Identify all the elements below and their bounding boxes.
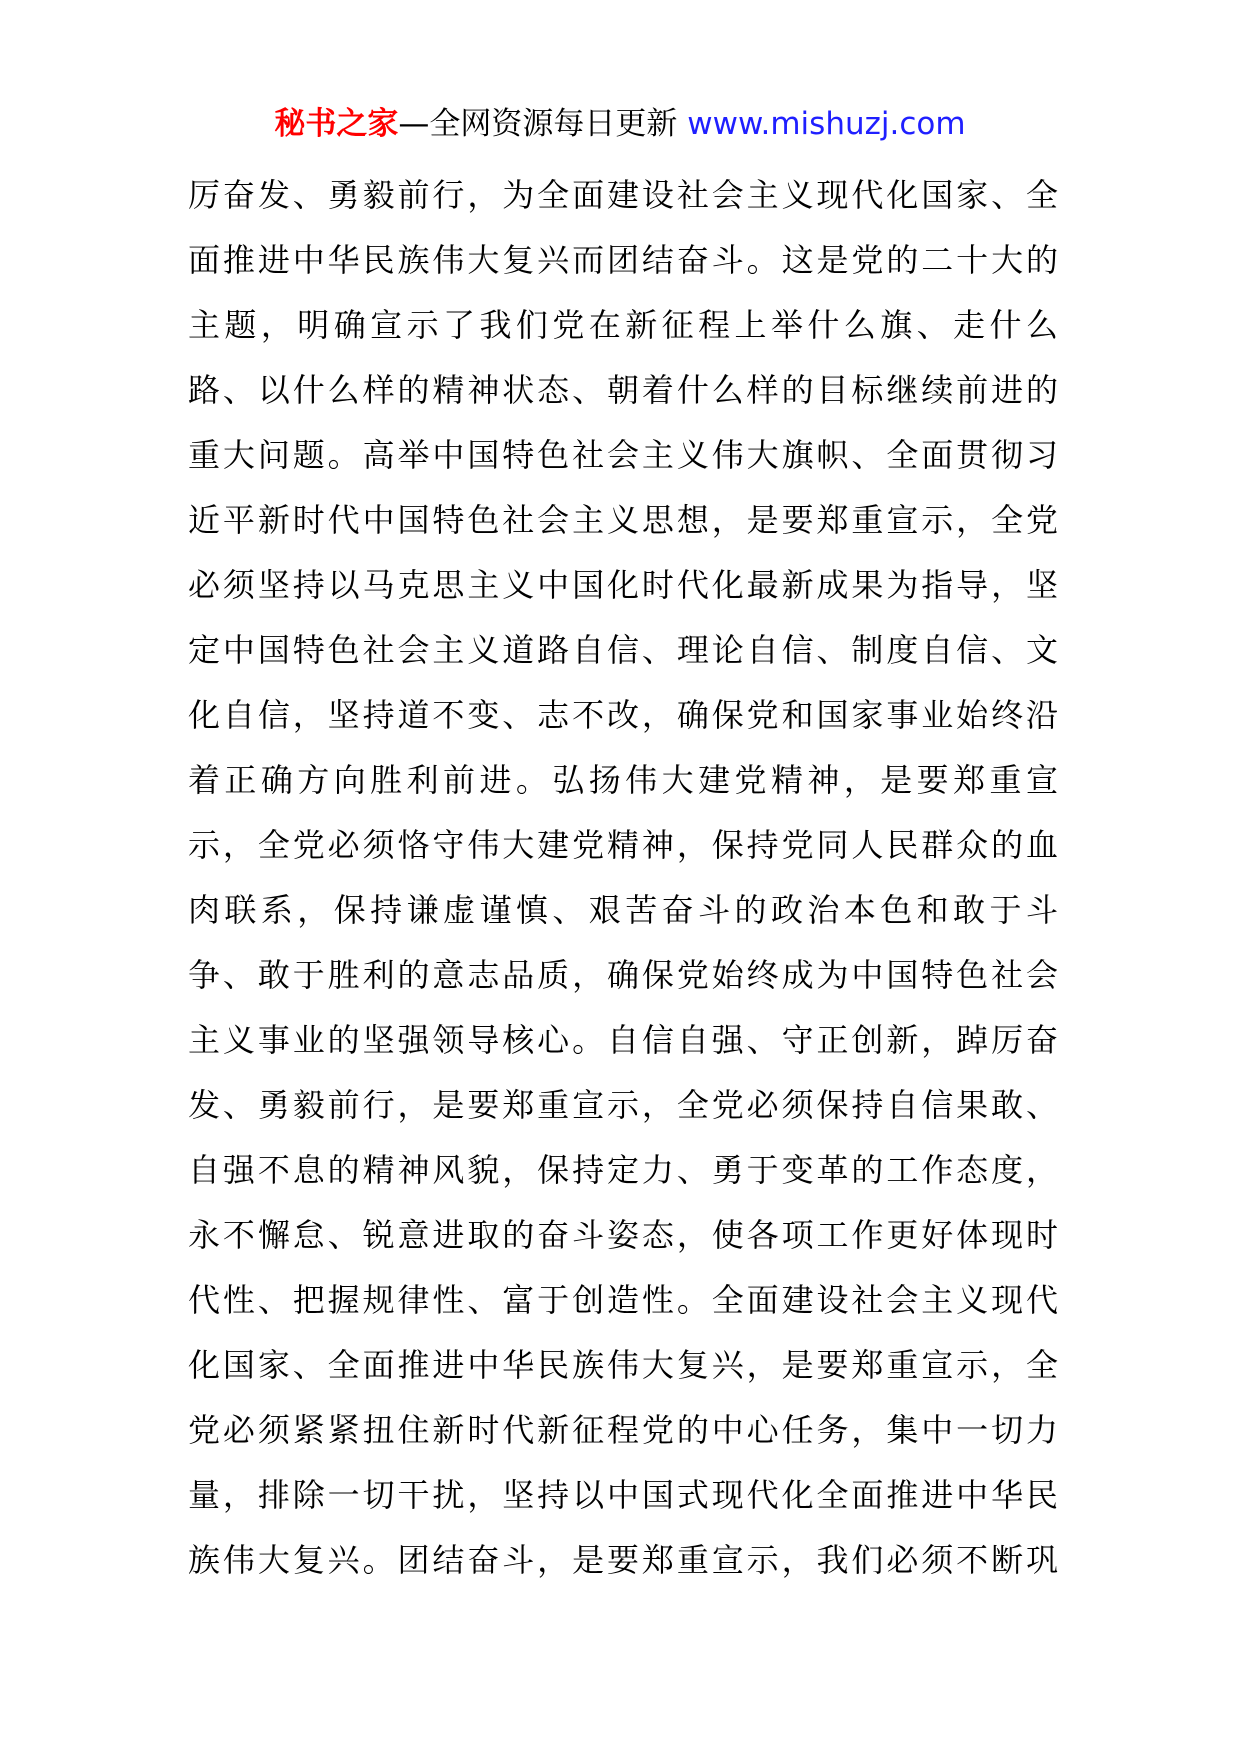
body-line: 永不懈怠、锐意进取的奋斗姿态，使各项工作更好体现时 bbox=[188, 1216, 1058, 1254]
body-line: 肉联系，保持谦虚谨慎、艰苦奋斗的政治本色和敢于斗 bbox=[188, 891, 1058, 929]
body-line: 党必须紧紧扭住新时代新征程党的中心任务，集中一切力 bbox=[188, 1411, 1058, 1449]
body-line: 厉奋发、勇毅前行，为全面建设社会主义现代化国家、全 bbox=[188, 176, 1058, 214]
body-line: 重大问题。高举中国特色社会主义伟大旗帜、全面贯彻习 bbox=[188, 436, 1058, 474]
body-line: 化自信，坚持道不变、志不改，确保党和国家事业始终沿 bbox=[188, 696, 1058, 734]
body-line: 化国家、全面推进中华民族伟大复兴，是要郑重宣示，全 bbox=[188, 1346, 1058, 1384]
body-line: 路、以什么样的精神状态、朝着什么样的目标继续前进的 bbox=[188, 371, 1058, 409]
body-line: 发、勇毅前行，是要郑重宣示，全党必须保持自信果敢、 bbox=[188, 1086, 1058, 1124]
body-line: 示，全党必须恪守伟大建党精神，保持党同人民群众的血 bbox=[188, 826, 1058, 864]
body-line: 着正确方向胜利前进。弘扬伟大建党精神，是要郑重宣 bbox=[188, 761, 1058, 799]
header-url-link[interactable]: www.mishuzj.com bbox=[687, 106, 966, 142]
body-line: 代性、把握规律性、富于创造性。全面建设社会主义现代 bbox=[188, 1281, 1058, 1319]
body-line: 争、敢于胜利的意志品质，确保党始终成为中国特色社会 bbox=[188, 956, 1058, 994]
body-line: 面推进中华民族伟大复兴而团结奋斗。这是党的二十大的 bbox=[188, 241, 1058, 279]
body-line: 量，排除一切干扰，坚持以中国式现代化全面推进中华民 bbox=[188, 1476, 1058, 1514]
body-line: 族伟大复兴。团结奋斗，是要郑重宣示，我们必须不断巩 bbox=[188, 1541, 1058, 1579]
header-brand: 秘书之家 bbox=[274, 106, 399, 142]
body-line: 自强不息的精神风貌，保持定力、勇于变革的工作态度， bbox=[188, 1151, 1058, 1189]
body-text bbox=[188, 163, 1058, 1593]
body-line: 必须坚持以马克思主义中国化时代化最新成果为指导，坚 bbox=[188, 566, 1058, 604]
body-line: 主义事业的坚强领导核心。自信自强、守正创新，踔厉奋 bbox=[188, 1021, 1058, 1059]
body-line: 定中国特色社会主义道路自信、理论自信、制度自信、文 bbox=[188, 631, 1058, 669]
body-line: 主题，明确宣示了我们党在新征程上举什么旗、走什么 bbox=[188, 306, 1058, 344]
page-header bbox=[0, 102, 1240, 146]
body-line: 近平新时代中国特色社会主义思想，是要郑重宣示，全党 bbox=[188, 501, 1058, 539]
header-tagline: —全网资源每日更新 bbox=[398, 106, 678, 142]
